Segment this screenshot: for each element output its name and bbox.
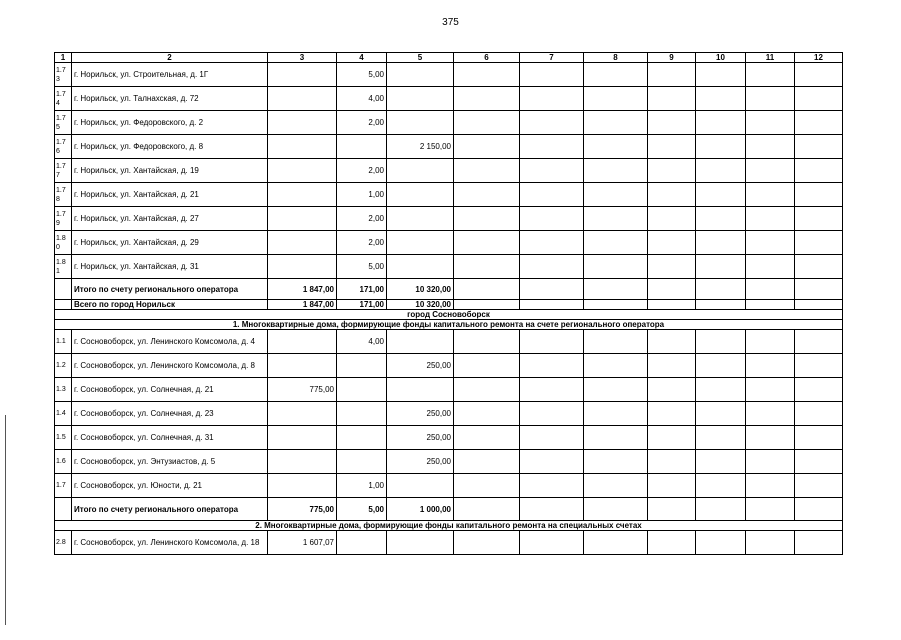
empty-cell bbox=[746, 231, 795, 255]
empty-cell bbox=[454, 531, 520, 555]
empty-cell bbox=[648, 354, 696, 378]
empty-cell bbox=[746, 207, 795, 231]
empty-cell bbox=[520, 330, 584, 354]
empty-cell bbox=[520, 111, 584, 135]
empty-cell bbox=[584, 450, 648, 474]
address-cell: г. Норильск, ул. Хантайская, д. 21 bbox=[72, 183, 268, 207]
empty-cell bbox=[520, 279, 584, 300]
header-cell: 11 bbox=[746, 53, 795, 63]
empty-cell bbox=[795, 159, 843, 183]
empty-cell bbox=[696, 300, 746, 310]
total-col4: 5,00 bbox=[337, 498, 387, 521]
empty-cell bbox=[648, 111, 696, 135]
empty-cell bbox=[795, 279, 843, 300]
row-number: 1.7 bbox=[55, 474, 72, 498]
empty-cell bbox=[520, 378, 584, 402]
col3-value bbox=[268, 63, 337, 87]
table-row bbox=[55, 531, 843, 555]
col5-value bbox=[387, 378, 454, 402]
col3-value bbox=[268, 87, 337, 111]
empty-cell bbox=[520, 63, 584, 87]
empty-cell bbox=[584, 279, 648, 300]
empty-cell bbox=[746, 159, 795, 183]
col3-value bbox=[268, 255, 337, 279]
empty-cell bbox=[454, 378, 520, 402]
header-cell: 9 bbox=[648, 53, 696, 63]
address-cell: г. Сосновоборск, ул. Солнечная, д. 31 bbox=[72, 426, 268, 450]
empty-cell bbox=[648, 255, 696, 279]
empty-cell bbox=[795, 135, 843, 159]
empty-cell bbox=[746, 135, 795, 159]
empty-cell bbox=[648, 159, 696, 183]
col4-value: 5,00 bbox=[337, 255, 387, 279]
empty-cell bbox=[648, 498, 696, 521]
col4-value bbox=[337, 402, 387, 426]
col3-value bbox=[268, 426, 337, 450]
empty-cell bbox=[454, 159, 520, 183]
table-row bbox=[55, 378, 843, 402]
header-cell: 6 bbox=[454, 53, 520, 63]
col4-value: 5,00 bbox=[337, 63, 387, 87]
header-row bbox=[55, 53, 843, 63]
empty-cell bbox=[454, 231, 520, 255]
row-number: 1.7 8 bbox=[55, 183, 72, 207]
col3-value bbox=[268, 330, 337, 354]
empty-cell bbox=[520, 426, 584, 450]
empty-cell bbox=[454, 207, 520, 231]
empty-cell bbox=[520, 402, 584, 426]
empty-cell bbox=[696, 330, 746, 354]
total-col5: 1 000,00 bbox=[387, 498, 454, 521]
empty-cell bbox=[795, 498, 843, 521]
empty-cell bbox=[584, 354, 648, 378]
table-row bbox=[55, 135, 843, 159]
empty-cell bbox=[648, 402, 696, 426]
empty-cell bbox=[584, 135, 648, 159]
col4-value: 2,00 bbox=[337, 207, 387, 231]
total-label: Итого по счету регионального оператора bbox=[72, 498, 268, 521]
table-row bbox=[55, 207, 843, 231]
empty-cell bbox=[520, 183, 584, 207]
empty-cell bbox=[584, 402, 648, 426]
row-number: 1.7 6 bbox=[55, 135, 72, 159]
empty-cell bbox=[746, 354, 795, 378]
empty-cell bbox=[454, 111, 520, 135]
total-col5: 10 320,00 bbox=[387, 279, 454, 300]
empty-cell bbox=[696, 255, 746, 279]
empty-cell bbox=[696, 402, 746, 426]
empty-cell bbox=[746, 450, 795, 474]
total-col3: 1 847,00 bbox=[268, 300, 337, 310]
section-title-row bbox=[55, 521, 843, 531]
empty-cell bbox=[584, 300, 648, 310]
address-cell: г. Сосновоборск, ул. Ленинского Комсомола, д. 18 bbox=[72, 531, 268, 555]
empty-cell bbox=[584, 330, 648, 354]
empty-cell bbox=[648, 450, 696, 474]
empty-cell bbox=[648, 378, 696, 402]
empty-cell bbox=[795, 300, 843, 310]
empty-cell bbox=[795, 378, 843, 402]
empty-cell bbox=[648, 531, 696, 555]
empty-cell bbox=[648, 474, 696, 498]
empty-cell bbox=[746, 426, 795, 450]
empty-cell bbox=[520, 87, 584, 111]
row-number: 1.4 bbox=[55, 402, 72, 426]
empty-cell bbox=[746, 402, 795, 426]
empty-cell bbox=[520, 474, 584, 498]
empty-cell bbox=[648, 300, 696, 310]
empty-cell bbox=[696, 183, 746, 207]
total-label: Итого по счету регионального оператора bbox=[72, 279, 268, 300]
empty-cell bbox=[795, 63, 843, 87]
row-number: 2.8 bbox=[55, 531, 72, 555]
col4-value bbox=[337, 531, 387, 555]
col4-value: 4,00 bbox=[337, 330, 387, 354]
table-row bbox=[55, 402, 843, 426]
empty-cell bbox=[584, 378, 648, 402]
empty-cell bbox=[520, 354, 584, 378]
empty-cell bbox=[584, 255, 648, 279]
empty-cell bbox=[648, 135, 696, 159]
empty-cell bbox=[696, 63, 746, 87]
empty-cell bbox=[520, 255, 584, 279]
empty-cell bbox=[696, 531, 746, 555]
table-row bbox=[55, 87, 843, 111]
empty-cell bbox=[584, 207, 648, 231]
col5-value bbox=[387, 255, 454, 279]
col4-value bbox=[337, 378, 387, 402]
address-cell: г. Норильск, ул. Талнахская, д. 72 bbox=[72, 87, 268, 111]
col3-value bbox=[268, 450, 337, 474]
address-cell: г. Сосновоборск, ул. Энтузиастов, д. 5 bbox=[72, 450, 268, 474]
empty-cell bbox=[648, 183, 696, 207]
empty-cell bbox=[520, 498, 584, 521]
col3-value bbox=[268, 231, 337, 255]
row-number: 1.8 0 bbox=[55, 231, 72, 255]
col3-value bbox=[268, 402, 337, 426]
header-cell: 7 bbox=[520, 53, 584, 63]
empty-cell bbox=[746, 63, 795, 87]
col4-value: 2,00 bbox=[337, 111, 387, 135]
col5-value bbox=[387, 207, 454, 231]
empty-cell bbox=[795, 231, 843, 255]
empty-cell bbox=[696, 474, 746, 498]
empty-cell bbox=[795, 87, 843, 111]
col4-value: 2,00 bbox=[337, 231, 387, 255]
repair-table bbox=[54, 52, 843, 555]
empty-cell bbox=[648, 87, 696, 111]
row-number: 1.7 3 bbox=[55, 63, 72, 87]
total-row bbox=[55, 279, 843, 300]
empty-cell bbox=[520, 300, 584, 310]
header-cell: 1 bbox=[55, 53, 72, 63]
header-cell: 5 bbox=[387, 53, 454, 63]
city-title: город Сосновоборск bbox=[55, 310, 843, 320]
address-cell: г. Сосновоборск, ул. Ленинского Комсомола, д. 8 bbox=[72, 354, 268, 378]
col5-value bbox=[387, 87, 454, 111]
empty-cell bbox=[795, 402, 843, 426]
empty-cell bbox=[795, 255, 843, 279]
address-cell: г. Сосновоборск, ул. Юности, д. 21 bbox=[72, 474, 268, 498]
empty-cell bbox=[746, 255, 795, 279]
empty-cell bbox=[584, 63, 648, 87]
address-cell: г. Норильск, ул. Федоровского, д. 8 bbox=[72, 135, 268, 159]
empty-cell bbox=[584, 231, 648, 255]
table-row bbox=[55, 159, 843, 183]
col5-value: 2 150,00 bbox=[387, 135, 454, 159]
empty-cell bbox=[696, 378, 746, 402]
empty-cell bbox=[648, 426, 696, 450]
table-row bbox=[55, 231, 843, 255]
empty-cell bbox=[648, 207, 696, 231]
header-cell: 2 bbox=[72, 53, 268, 63]
col4-value bbox=[337, 135, 387, 159]
total-row bbox=[55, 300, 843, 310]
empty-cell bbox=[584, 183, 648, 207]
empty-cell bbox=[746, 300, 795, 310]
empty-cell bbox=[520, 159, 584, 183]
col5-value bbox=[387, 63, 454, 87]
total-col4: 171,00 bbox=[337, 300, 387, 310]
col5-value bbox=[387, 183, 454, 207]
col4-value: 1,00 bbox=[337, 183, 387, 207]
address-cell: г. Сосновоборск, ул. Ленинского Комсомола, д. 4 bbox=[72, 330, 268, 354]
empty-cell bbox=[746, 111, 795, 135]
row-number: 1.1 bbox=[55, 330, 72, 354]
col3-value bbox=[268, 474, 337, 498]
address-cell: г. Сосновоборск, ул. Солнечная, д. 23 bbox=[72, 402, 268, 426]
row-number: 1.3 bbox=[55, 378, 72, 402]
empty-cell bbox=[795, 450, 843, 474]
empty-cell bbox=[795, 183, 843, 207]
empty-cell bbox=[746, 279, 795, 300]
empty-cell bbox=[454, 426, 520, 450]
empty-cell bbox=[454, 450, 520, 474]
empty-cell bbox=[55, 498, 72, 521]
section-title: 1. Многоквартирные дома, формирующие фонды капитального ремонта на счете регионального оператора bbox=[55, 320, 843, 330]
empty-cell bbox=[584, 426, 648, 450]
empty-cell bbox=[454, 402, 520, 426]
col5-value bbox=[387, 111, 454, 135]
total-col5: 10 320,00 bbox=[387, 300, 454, 310]
empty-cell bbox=[454, 354, 520, 378]
empty-cell bbox=[648, 279, 696, 300]
empty-cell bbox=[584, 87, 648, 111]
col5-value: 250,00 bbox=[387, 450, 454, 474]
empty-cell bbox=[696, 135, 746, 159]
col5-value: 250,00 bbox=[387, 354, 454, 378]
header-cell: 3 bbox=[268, 53, 337, 63]
row-number: 1.7 5 bbox=[55, 111, 72, 135]
empty-cell bbox=[795, 111, 843, 135]
empty-cell bbox=[696, 87, 746, 111]
empty-cell bbox=[584, 111, 648, 135]
empty-cell bbox=[520, 207, 584, 231]
section-title: 2. Многоквартирные дома, формирующие фонды капитального ремонта на специальных счетах bbox=[55, 521, 843, 531]
margin-line bbox=[5, 415, 6, 625]
table-row bbox=[55, 450, 843, 474]
city-title-row bbox=[55, 310, 843, 320]
empty-cell bbox=[55, 279, 72, 300]
empty-cell bbox=[746, 330, 795, 354]
col4-value bbox=[337, 450, 387, 474]
empty-cell bbox=[584, 531, 648, 555]
total-col4: 171,00 bbox=[337, 279, 387, 300]
address-cell: г. Норильск, ул. Хантайская, д. 31 bbox=[72, 255, 268, 279]
empty-cell bbox=[55, 300, 72, 310]
address-cell: г. Норильск, ул. Федоровского, д. 2 bbox=[72, 111, 268, 135]
empty-cell bbox=[696, 231, 746, 255]
empty-cell bbox=[746, 378, 795, 402]
address-cell: г. Сосновоборск, ул. Солнечная, д. 21 bbox=[72, 378, 268, 402]
header-cell: 4 bbox=[337, 53, 387, 63]
empty-cell bbox=[520, 135, 584, 159]
col5-value bbox=[387, 330, 454, 354]
header-cell: 8 bbox=[584, 53, 648, 63]
table-row bbox=[55, 255, 843, 279]
empty-cell bbox=[696, 498, 746, 521]
empty-cell bbox=[746, 498, 795, 521]
total-row bbox=[55, 498, 843, 521]
table-row bbox=[55, 474, 843, 498]
row-number: 1.5 bbox=[55, 426, 72, 450]
row-number: 1.7 7 bbox=[55, 159, 72, 183]
row-number: 1.7 4 bbox=[55, 87, 72, 111]
col3-value bbox=[268, 183, 337, 207]
empty-cell bbox=[520, 531, 584, 555]
table-row bbox=[55, 330, 843, 354]
empty-cell bbox=[746, 87, 795, 111]
total-col3: 1 847,00 bbox=[268, 279, 337, 300]
empty-cell bbox=[454, 300, 520, 310]
col4-value: 2,00 bbox=[337, 159, 387, 183]
col5-value bbox=[387, 159, 454, 183]
empty-cell bbox=[746, 531, 795, 555]
col5-value bbox=[387, 531, 454, 555]
empty-cell bbox=[454, 498, 520, 521]
empty-cell bbox=[795, 330, 843, 354]
empty-cell bbox=[746, 183, 795, 207]
empty-cell bbox=[520, 450, 584, 474]
empty-cell bbox=[795, 426, 843, 450]
col3-value bbox=[268, 135, 337, 159]
empty-cell bbox=[696, 159, 746, 183]
empty-cell bbox=[454, 63, 520, 87]
empty-cell bbox=[454, 135, 520, 159]
table-row bbox=[55, 354, 843, 378]
empty-cell bbox=[454, 87, 520, 111]
page-number: 375 bbox=[442, 17, 459, 28]
empty-cell bbox=[696, 207, 746, 231]
col5-value: 250,00 bbox=[387, 426, 454, 450]
address-cell: г. Норильск, ул. Хантайская, д. 27 bbox=[72, 207, 268, 231]
empty-cell bbox=[454, 330, 520, 354]
col3-value: 1 607,07 bbox=[268, 531, 337, 555]
address-cell: г. Норильск, ул. Строительная, д. 1Г bbox=[72, 63, 268, 87]
col4-value bbox=[337, 354, 387, 378]
address-cell: г. Норильск, ул. Хантайская, д. 29 bbox=[72, 231, 268, 255]
col4-value: 4,00 bbox=[337, 87, 387, 111]
empty-cell bbox=[795, 207, 843, 231]
empty-cell bbox=[648, 63, 696, 87]
total-col3: 775,00 bbox=[268, 498, 337, 521]
col3-value bbox=[268, 159, 337, 183]
empty-cell bbox=[746, 474, 795, 498]
row-number: 1.6 bbox=[55, 450, 72, 474]
empty-cell bbox=[454, 474, 520, 498]
empty-cell bbox=[795, 531, 843, 555]
empty-cell bbox=[454, 183, 520, 207]
table-row bbox=[55, 183, 843, 207]
row-number: 1.8 1 bbox=[55, 255, 72, 279]
table-row bbox=[55, 63, 843, 87]
empty-cell bbox=[795, 474, 843, 498]
empty-cell bbox=[584, 498, 648, 521]
row-number: 1.2 bbox=[55, 354, 72, 378]
empty-cell bbox=[696, 111, 746, 135]
empty-cell bbox=[454, 255, 520, 279]
empty-cell bbox=[648, 231, 696, 255]
col3-value bbox=[268, 354, 337, 378]
empty-cell bbox=[696, 354, 746, 378]
table-row bbox=[55, 111, 843, 135]
col3-value bbox=[268, 111, 337, 135]
col4-value bbox=[337, 426, 387, 450]
col5-value: 250,00 bbox=[387, 402, 454, 426]
empty-cell bbox=[584, 159, 648, 183]
row-number: 1.7 9 bbox=[55, 207, 72, 231]
col5-value bbox=[387, 231, 454, 255]
empty-cell bbox=[795, 354, 843, 378]
empty-cell bbox=[520, 231, 584, 255]
total-label: Всего по город Норильск bbox=[72, 300, 268, 310]
empty-cell bbox=[696, 450, 746, 474]
col3-value bbox=[268, 207, 337, 231]
table-row bbox=[55, 426, 843, 450]
empty-cell bbox=[584, 474, 648, 498]
empty-cell bbox=[696, 426, 746, 450]
col4-value: 1,00 bbox=[337, 474, 387, 498]
section-title-row bbox=[55, 320, 843, 330]
header-cell: 12 bbox=[795, 53, 843, 63]
empty-cell bbox=[696, 279, 746, 300]
col3-value: 775,00 bbox=[268, 378, 337, 402]
empty-cell bbox=[454, 279, 520, 300]
address-cell: г. Норильск, ул. Хантайская, д. 19 bbox=[72, 159, 268, 183]
header-cell: 10 bbox=[696, 53, 746, 63]
col5-value bbox=[387, 474, 454, 498]
empty-cell bbox=[648, 330, 696, 354]
